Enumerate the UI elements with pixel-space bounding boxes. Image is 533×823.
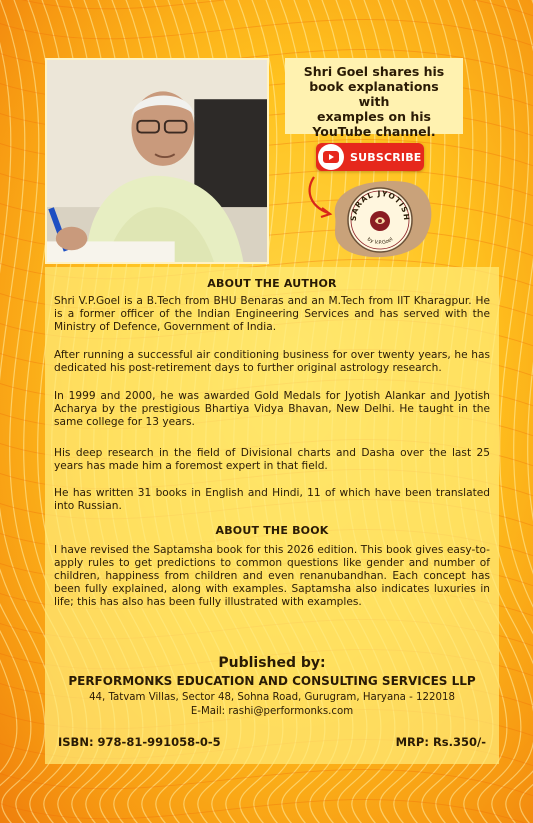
mrp-text: MRP: Rs.350/- — [395, 735, 486, 749]
subscribe-button[interactable] — [316, 143, 424, 171]
author-paragraph-3: In 1999 and 2000, he was awarded Gold Medals for Jyotish Alankar and Jyotish Acharya by the prestigious Bhartiya Vidya Bhavan, New Delhi. He taught in the same college for 13 years. — [54, 390, 490, 428]
wave-line-horizontal — [0, 800, 533, 823]
publisher-heading: Published by: — [218, 655, 326, 671]
saral-jyotish-logo — [325, 176, 435, 262]
wave-line — [514, 0, 533, 823]
promo-line-3: examples on his — [317, 109, 431, 124]
isbn-text: ISBN: 978-81-991058-0-5 — [58, 735, 221, 749]
logo-ring-text: SARAL JYOTISH — [348, 188, 412, 222]
promo-line-4: YouTube channel. — [312, 124, 436, 139]
subscribe-label: SUBSCRIBE — [350, 150, 422, 164]
publisher-name: PERFORMONKS EDUCATION AND CONSULTING SERVICES LLP — [68, 674, 476, 688]
author-paragraph-4: His deep research in the field of Divisional charts and Dasha over the last 25 years has made him a foremost expert in that field. — [54, 447, 490, 472]
publisher-email: E-Mail: rashi@performonks.com — [190, 706, 354, 717]
wave-line — [0, 0, 17, 823]
about-author-heading: ABOUT THE AUTHOR — [207, 277, 337, 290]
author-paragraph-2: After running a successful air conditioning business for over twenty years, he has dedicated his post-retirement days to further original astrology research. — [54, 349, 490, 374]
promo-line-1: Shri Goel shares his — [303, 64, 445, 79]
about-book-heading: ABOUT THE BOOK — [215, 524, 329, 537]
logo-byline: by V.P.Goel — [365, 236, 395, 247]
author-paragraph-5: He has written 31 books in English and Hindi, 11 of which have been translated into Russian. — [54, 487, 490, 512]
author-paragraph-1: Shri V.P.Goel is a B.Tech from BHU Benaras and an M.Tech from IIT Kharagpur. He is a former officer of the Indian Engineering Services and has served with the Ministry of Defence, Government of India. — [54, 295, 490, 333]
promo-line-2: book explanations with — [309, 79, 439, 109]
content-panel — [45, 267, 499, 764]
wave-line — [0, 0, 31, 823]
youtube-play-icon — [318, 144, 344, 170]
wave-line-horizontal — [0, 0, 533, 20]
youtube-promo-box — [285, 58, 463, 139]
publisher-address: 44, Tatvam Villas, Sector 48, Sohna Road, Gurugram, Haryana - 122018 — [89, 692, 455, 703]
book-paragraph: I have revised the Saptamsha book for this 2026 edition. This book gives easy-to-apply rules to get predictions to common questions like gender and number of children, happiness from children and even renanubandhan. Each concept has been fully explained, along with examples. Saptamsha also indicates luxuries in life; this has also has been fully illustrated with examples. — [54, 544, 490, 608]
author-photo — [45, 58, 269, 264]
wave-line — [500, 0, 533, 823]
